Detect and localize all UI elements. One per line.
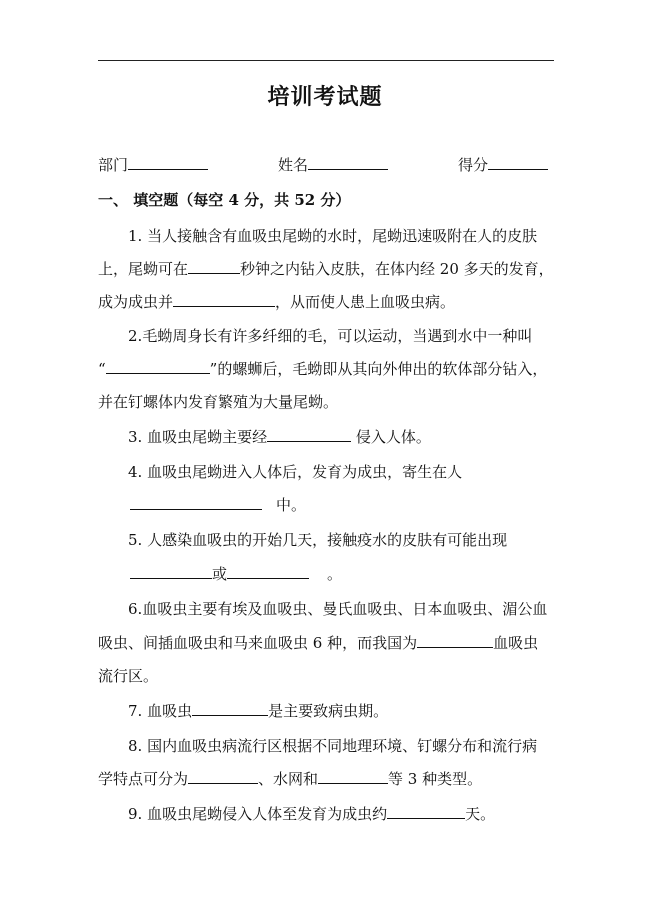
question-text: 吸虫、间插血吸虫和马来血吸虫 6 种，而我国为 [98, 634, 418, 652]
question-text: 。 [327, 565, 343, 583]
answer-blank[interactable] [227, 564, 309, 579]
question-number: 2. [128, 327, 143, 345]
question-text: 当人接触含有血吸虫尾蚴的水时，尾蚴迅速吸附在人的皮肤 [142, 227, 538, 245]
question-2-line-2 [98, 358, 547, 379]
question-text: 人感染血吸虫的开始几天，接触疫水的皮肤有可能出现 [142, 531, 508, 549]
question-number: 1. [128, 227, 143, 245]
question-4-line-1 [128, 461, 462, 482]
score-field [458, 153, 548, 175]
score-blank[interactable] [488, 153, 548, 170]
question-text: 并在钉螺体内发育繁殖为大量尾蚴。 [98, 393, 339, 411]
question-9 [128, 803, 495, 824]
question-text: 流行区。 [98, 667, 159, 685]
question-text: 学特点可分为 [98, 770, 189, 788]
question-number: 6. [128, 600, 143, 618]
question-1-line-3 [98, 291, 455, 312]
question-text: “ [98, 360, 106, 378]
question-text: 中。 [276, 496, 307, 514]
question-number: 5. [128, 531, 143, 549]
name-label: 姓名 [278, 156, 309, 174]
question-7 [128, 700, 388, 721]
answer-blank[interactable] [417, 633, 493, 648]
question-text: 等 3 种类型。 [388, 770, 483, 788]
question-text: ，从而使人患上血吸虫病。 [275, 293, 456, 311]
answer-blank[interactable] [192, 701, 268, 716]
question-6-line-3 [98, 665, 158, 686]
question-text: 、水网和 [258, 770, 319, 788]
question-number: 3. [128, 428, 143, 446]
question-text: 毛蚴周身长有许多纤细的毛，可以运动，当遇到水中一种叫 [142, 327, 533, 345]
question-6-line-1 [128, 598, 547, 619]
question-5-line-2 [98, 563, 342, 584]
answer-blank[interactable] [387, 804, 465, 819]
question-text: 血吸虫 [493, 634, 539, 652]
name-field [278, 153, 388, 175]
exam-info-fields [98, 153, 554, 177]
question-text: 国内血吸虫病流行区根据不同地理环境、钉螺分布和流行病 [142, 737, 538, 755]
answer-blank[interactable] [267, 427, 351, 442]
question-text: ”的螺蛳后，毛蚴即从其向外伸出的软体部分钻入， [209, 360, 548, 378]
question-4-line-2 [98, 494, 306, 515]
score-label: 得分 [458, 156, 489, 174]
department-field [98, 153, 208, 175]
question-2-line-3 [98, 391, 338, 412]
question-5-line-1 [128, 529, 507, 550]
question-1-line-2 [98, 258, 554, 279]
question-text: 血吸虫主要有埃及血吸虫、曼氏血吸虫、日本血吸虫、湄公血 [142, 600, 548, 618]
question-8-line-2 [98, 768, 482, 789]
question-text: 或 [212, 565, 228, 583]
name-blank[interactable] [308, 153, 388, 170]
answer-blank[interactable] [188, 769, 258, 784]
question-number: 8. [128, 737, 143, 755]
answer-blank[interactable] [318, 769, 388, 784]
answer-blank[interactable] [130, 495, 262, 510]
question-text: 侵入人体。 [351, 428, 431, 446]
question-8-line-1 [128, 735, 537, 756]
question-number: 4. [128, 463, 143, 481]
department-blank[interactable] [128, 153, 208, 170]
question-text: 血吸虫尾蚴进入人体后，发育为成虫，寄生在人 [142, 463, 463, 481]
question-3 [128, 426, 431, 447]
question-text: 是主要致病虫期。 [268, 702, 389, 720]
question-1-line-1 [128, 225, 537, 246]
answer-blank[interactable] [106, 359, 210, 374]
question-text: 血吸虫尾蚴主要经 [142, 428, 268, 446]
department-label: 部门 [98, 156, 129, 174]
answer-blank[interactable] [173, 292, 275, 307]
question-text: 血吸虫 [142, 702, 193, 720]
section-heading: 一、 填空题（每空 4 分，共 52 分） [98, 191, 351, 209]
question-number: 7. [128, 702, 143, 720]
question-text: 上，尾蚴可在 [98, 260, 189, 278]
header-rule [98, 60, 554, 61]
question-text: 秒钟之内钻入皮肤，在体内经 20 多天的发育， [240, 260, 554, 278]
question-6-line-2 [98, 632, 538, 653]
question-text: 血吸虫尾蚴侵入人体至发育为成虫约 [142, 805, 388, 823]
question-text: 成为成虫并 [98, 293, 174, 311]
page-title: 培训考试题 [267, 84, 383, 110]
answer-blank[interactable] [130, 564, 212, 579]
answer-blank[interactable] [188, 259, 240, 274]
question-2-line-1 [128, 325, 532, 346]
question-number: 9. [128, 805, 143, 823]
question-text: 天。 [465, 805, 496, 823]
